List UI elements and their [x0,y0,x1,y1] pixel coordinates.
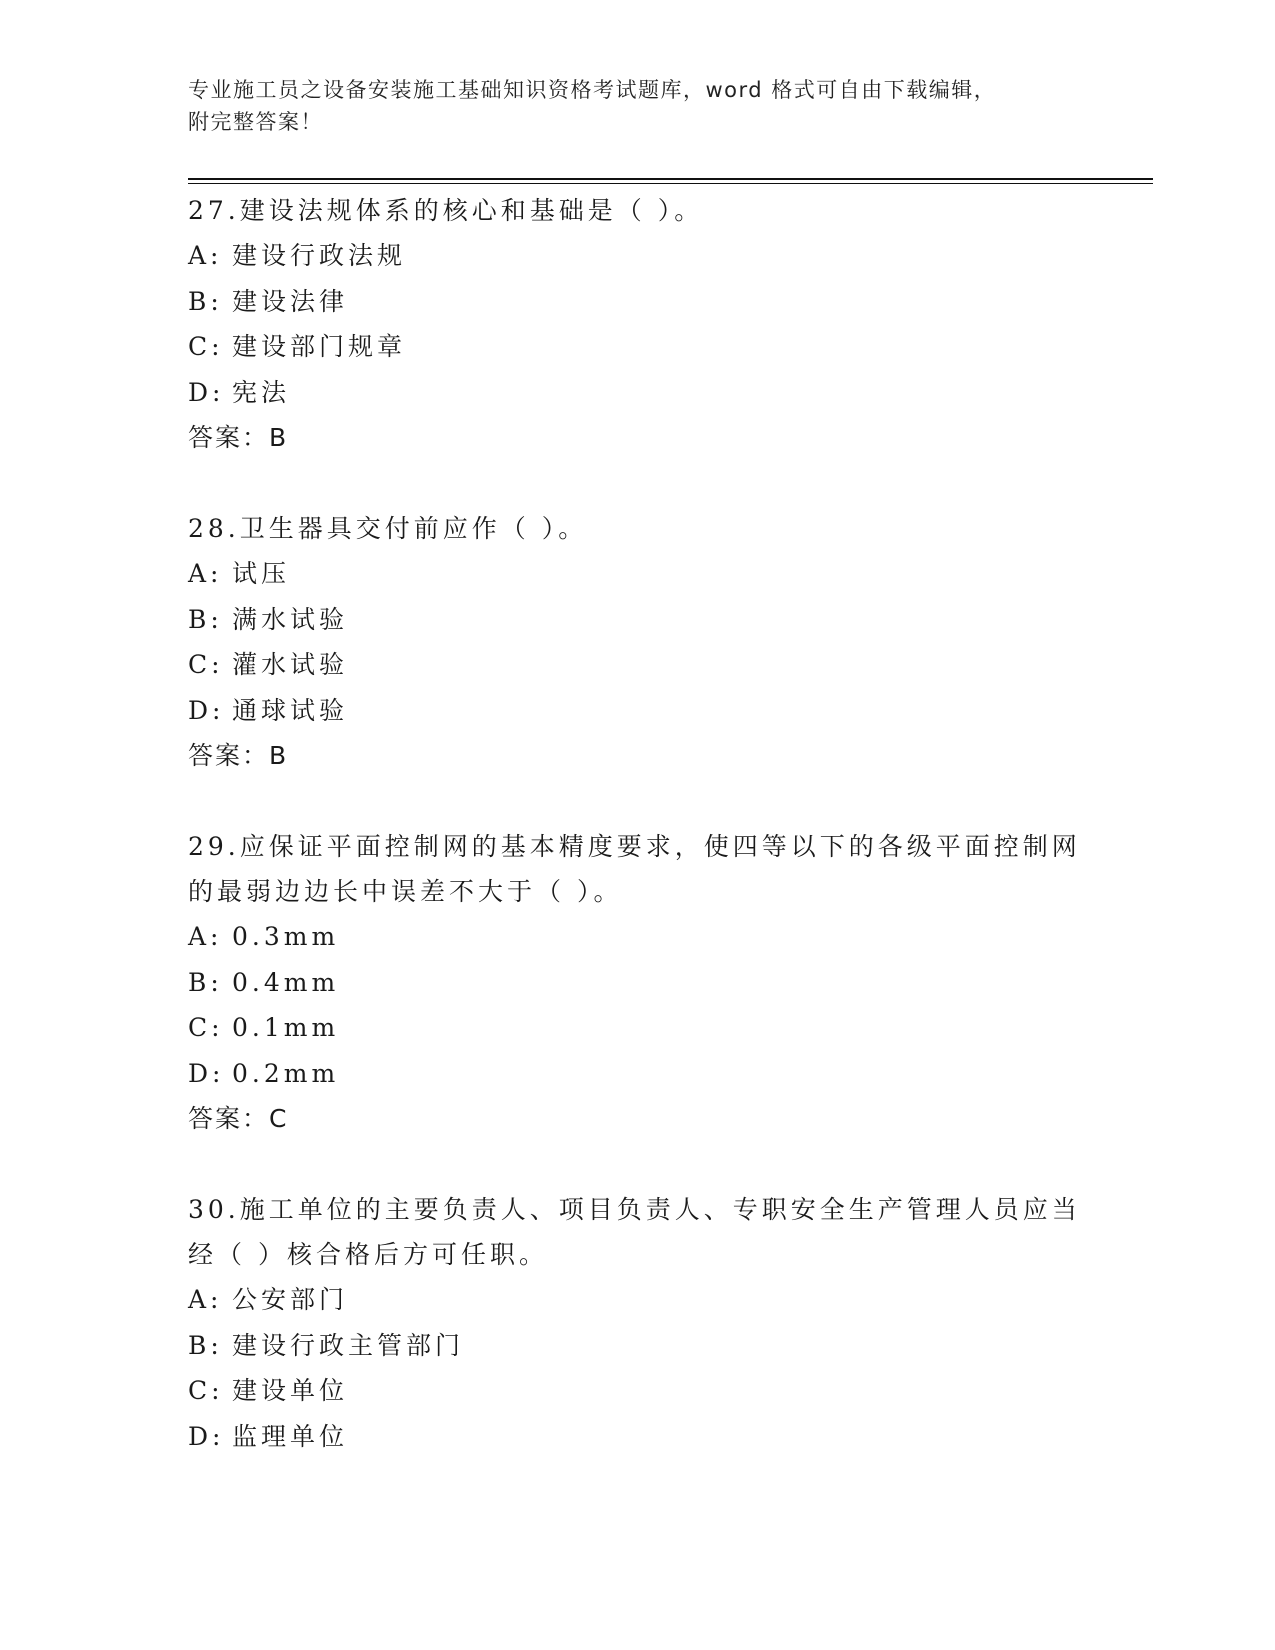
document-header [188,74,1088,138]
option-letter: C: [188,1013,224,1042]
option-d [188,1051,1088,1097]
question-stem: 27.建设法规体系的核心和基础是（ ）。 [188,196,704,225]
option-a [188,1277,1088,1323]
question-stem: 29.应保证平面控制网的基本精度要求，使四等以下的各级平面控制网的最弱边边长中误差不大于（ ）。 [188,832,1081,906]
option-text: 0.1mm [232,1013,340,1042]
option-a [188,551,1088,597]
header-divider-thin [188,183,1153,184]
question-27 [188,188,1088,460]
option-text: 建设单位 [232,1376,349,1405]
option-d [188,370,1088,416]
option-text: 建设法律 [232,286,349,316]
header-line-1: 专业施工员之设备安装施工基础知识资格考试题库，word 格式可自由下载编辑， [188,78,997,102]
option-letter: A: [188,1285,223,1314]
option-text: 建设部门规章 [232,332,407,361]
option-letter: D: [188,695,225,725]
option-b [188,960,1088,1006]
answer-line: 答案：B [188,423,289,452]
option-b [188,279,1088,325]
option-c [188,642,1088,688]
header-divider-thick [188,178,1153,180]
option-letter: C: [188,650,224,679]
option-text: 0.2mm [232,1058,340,1088]
option-text: 满水试验 [232,604,349,634]
option-letter: A: [188,559,223,588]
option-letter: D: [188,1421,225,1451]
question-stem: 28.卫生器具交付前应作（ ）。 [188,514,588,543]
option-text: 通球试验 [232,695,349,725]
option-d [188,1414,1088,1460]
option-text: 灌水试验 [232,650,349,679]
answer-line: 答案：B [188,741,289,770]
option-letter: D: [188,377,225,407]
header-line-2: 附完整答案！ [188,110,323,134]
option-c [188,1368,1088,1414]
option-text: 0.4mm [232,967,340,997]
option-text: 监理单位 [232,1421,349,1451]
option-b [188,597,1088,643]
option-c [188,1005,1088,1051]
option-text: 建设行政法规 [232,241,407,270]
option-letter: D: [188,1058,225,1088]
option-c [188,324,1088,370]
option-text: 试压 [232,559,291,588]
option-a [188,914,1088,960]
answer-line: 答案：C [188,1104,289,1133]
option-text: 宪法 [232,377,291,407]
question-29 [188,824,1088,1141]
option-letter: A: [188,922,223,951]
option-a [188,233,1088,279]
option-letter: B: [188,1330,223,1360]
option-d [188,688,1088,734]
option-text: 建设行政主管部门 [232,1330,465,1360]
option-text: 0.3mm [232,922,340,951]
question-stem: 30.施工单位的主要负责人、项目负责人、专职安全生产管理人员应当经（ ）核合格后方可任职。 [188,1195,1081,1269]
question-30 [188,1187,1088,1459]
option-letter: B: [188,604,223,634]
option-b [188,1323,1088,1369]
question-28 [188,506,1088,778]
option-letter: B: [188,967,223,997]
option-letter: B: [188,286,223,316]
option-letter: C: [188,1376,224,1405]
option-letter: C: [188,332,224,361]
option-text: 公安部门 [232,1285,349,1314]
option-letter: A: [188,241,223,270]
